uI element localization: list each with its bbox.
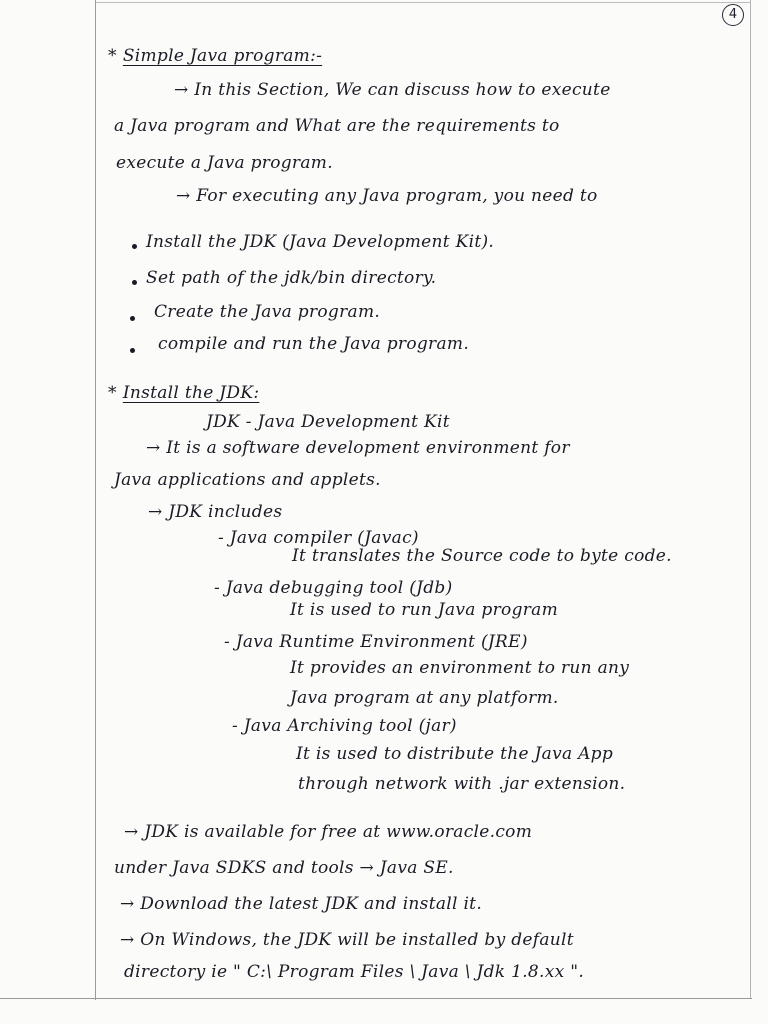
text-line: It is used to run Java program xyxy=(290,600,559,620)
bullet-item: compile and run the Java program. xyxy=(158,334,470,354)
paragraph-line: execute a Java program. xyxy=(116,153,333,173)
bullet-item: Create the Java program. xyxy=(154,302,381,322)
text-line: - Java Archiving tool (jar) xyxy=(232,716,457,736)
heading-text: Simple Java program:- xyxy=(122,46,323,66)
paragraph-line: a Java program and What are the requirements to xyxy=(114,116,560,136)
text-line: → JDK includes xyxy=(148,502,283,522)
bullet-dot xyxy=(130,348,135,353)
heading-text: Install the JDK: xyxy=(122,383,260,403)
text-line: - Java compiler (Javac) xyxy=(218,528,419,548)
text-line: It is used to distribute the Java App xyxy=(296,744,614,764)
text-line: JDK - Java Development Kit xyxy=(206,412,450,432)
text-line: Java applications and applets. xyxy=(114,470,381,490)
bottom-rule xyxy=(0,998,752,999)
section-heading-install-jdk xyxy=(108,383,259,403)
bullet-item: Set path of the jdk/bin directory. xyxy=(146,268,437,288)
paragraph-line: → For executing any Java program, you need to xyxy=(176,186,598,206)
text-line: It translates the Source code to byte code. xyxy=(292,546,672,566)
bullet-dot xyxy=(130,316,135,321)
right-rule xyxy=(750,0,751,998)
bullet-item: Install the JDK (Java Development Kit). xyxy=(146,232,495,252)
text-line: → JDK is available for free at www.oracle.com xyxy=(124,822,533,842)
text-line: It provides an environment to run any xyxy=(290,658,630,678)
text-line: → On Windows, the JDK will be installed by default xyxy=(120,930,574,950)
bullet-dot xyxy=(132,280,137,285)
bullet-dot xyxy=(132,244,137,249)
margin-line xyxy=(95,0,96,1000)
text-line: through network with .jar extension. xyxy=(298,774,626,794)
text-line: Java program at any platform. xyxy=(290,688,559,708)
paragraph-line: → In this Section, We can discuss how to execute xyxy=(174,80,611,100)
text-line: - Java Runtime Environment (JRE) xyxy=(224,632,528,652)
section-heading-simple-java xyxy=(108,46,322,66)
text-line: under Java SDKS and tools → Java SE. xyxy=(114,858,454,878)
heading-star: * xyxy=(108,46,117,66)
text-line: directory ie " C:\ Program Files \ Java \ Jdk 1.8.xx ". xyxy=(124,962,585,982)
page-number: 4 xyxy=(722,4,744,26)
heading-star: * xyxy=(108,383,117,403)
text-line: - Java debugging tool (Jdb) xyxy=(214,578,453,598)
top-rule xyxy=(95,2,750,3)
text-line: → Download the latest JDK and install it. xyxy=(120,894,483,914)
text-line: → It is a software development environment for xyxy=(146,438,570,458)
